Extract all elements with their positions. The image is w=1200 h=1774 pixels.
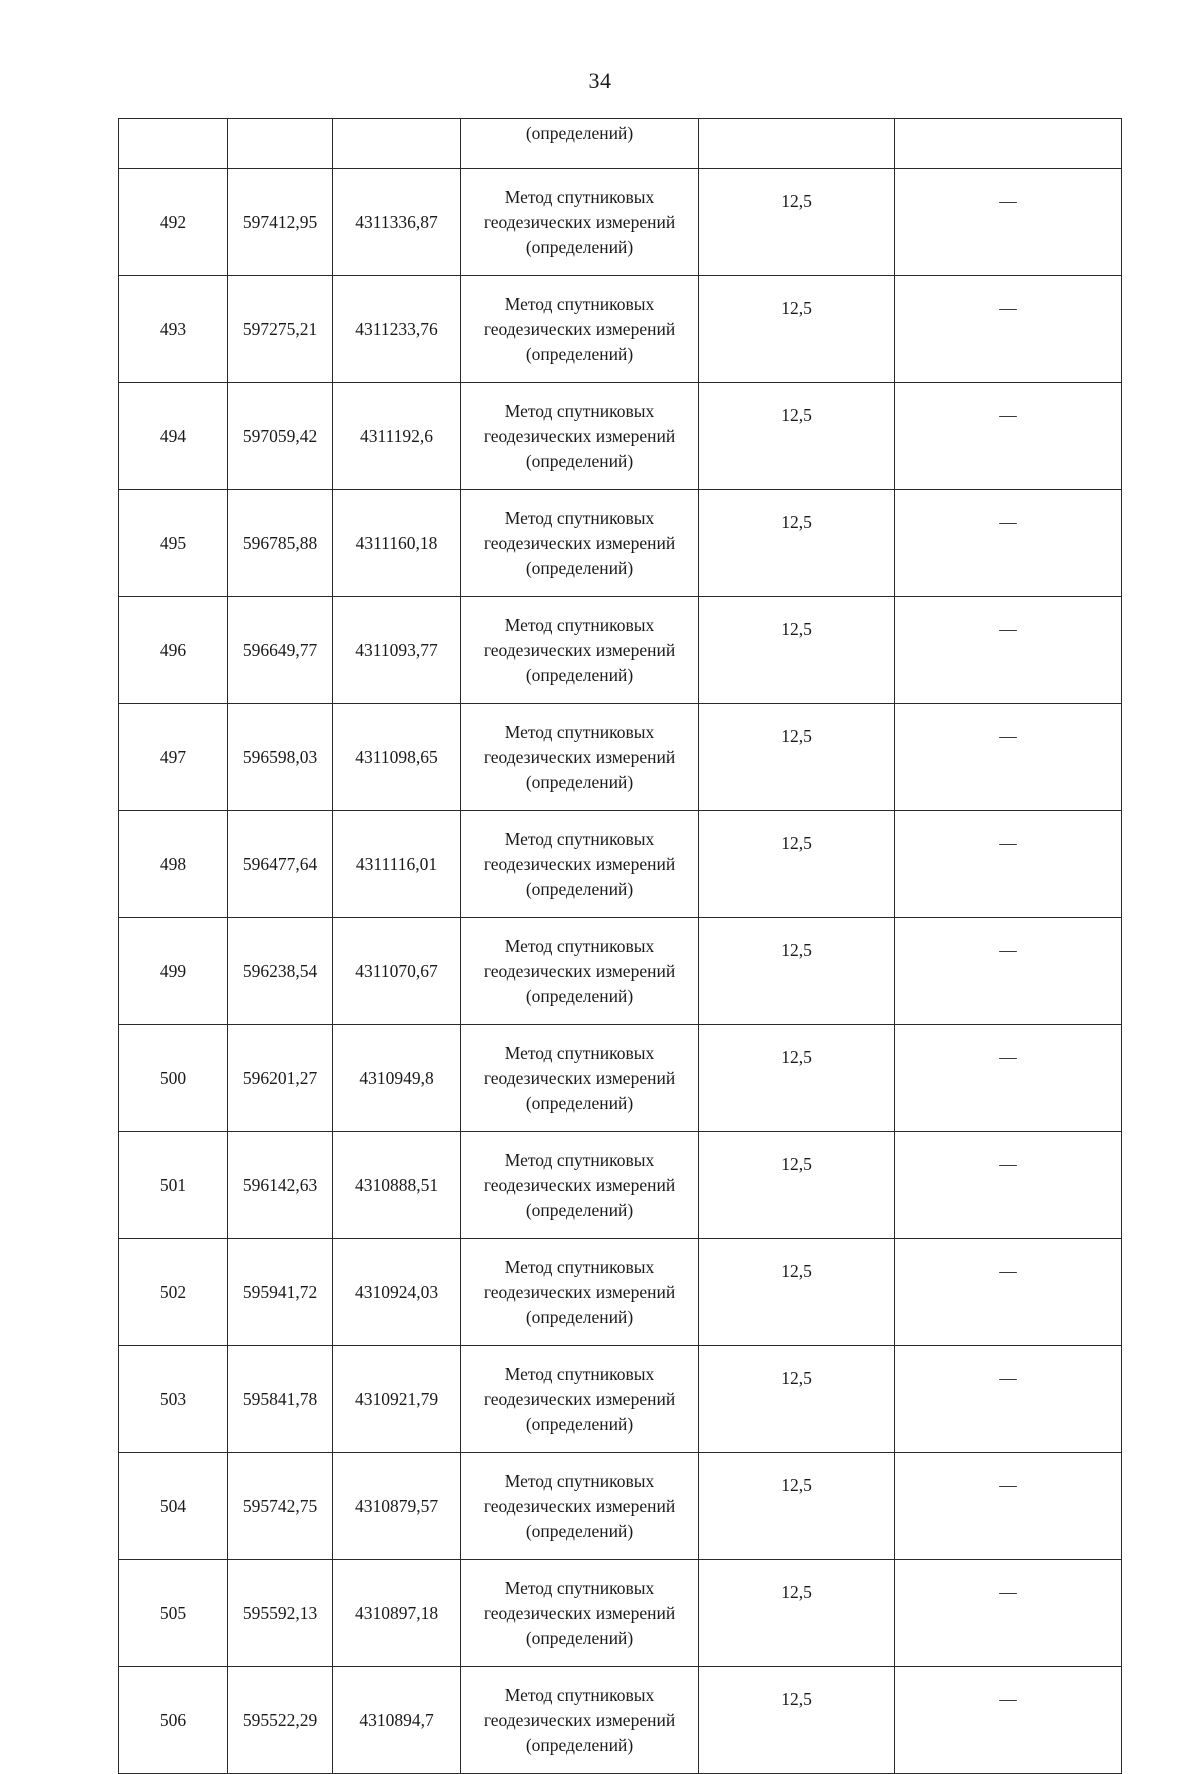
y-coordinate-cell: 4310897,18 <box>333 1560 461 1667</box>
note-dash-cell: — <box>895 490 1122 597</box>
method-text-line2: геодезических измерений <box>483 960 676 981</box>
error-value-cell: 12,5 <box>699 276 895 383</box>
y-coordinate-cell: 4310949,8 <box>333 1025 461 1132</box>
method-text-line3: (определений) <box>525 771 634 792</box>
error-value-cell: 12,5 <box>699 383 895 490</box>
page-number: 34 <box>588 68 612 93</box>
y-coordinate-cell: 4310894,7 <box>333 1667 461 1774</box>
y-coordinate-cell: 4310921,79 <box>333 1346 461 1453</box>
method-text-line1: Метод спутниковых <box>504 1149 655 1170</box>
method-text-line1: Метод спутниковых <box>504 1684 655 1705</box>
method-text-line3: (определений) <box>525 1627 634 1648</box>
note-dash-cell: — <box>895 1132 1122 1239</box>
error-value-cell: 12,5 <box>699 1560 895 1667</box>
point-number-cell: 501 <box>119 1132 228 1239</box>
method-text-line3: (определений) <box>525 878 634 899</box>
point-number-cell: 495 <box>119 490 228 597</box>
method-text-line1: Метод спутниковых <box>504 828 655 849</box>
table-row <box>119 1346 1122 1453</box>
method-cell <box>461 383 699 490</box>
table-row <box>119 1560 1122 1667</box>
table-row <box>119 169 1122 276</box>
y-coordinate-cell: 4311098,65 <box>333 704 461 811</box>
method-text-line2: геодезических измерений <box>483 746 676 767</box>
error-value-cell: 12,5 <box>699 597 895 704</box>
method-text-line2: геодезических измерений <box>483 532 676 553</box>
table-row <box>119 1132 1122 1239</box>
note-dash-cell: — <box>895 1667 1122 1774</box>
method-text-line2: геодезических измерений <box>483 1709 676 1730</box>
table-row <box>119 811 1122 918</box>
y-coordinate-cell: 4311336,87 <box>333 169 461 276</box>
method-text-line1: Метод спутниковых <box>504 507 655 528</box>
method-text-line3: (определений) <box>525 985 634 1006</box>
note-dash-cell: — <box>895 918 1122 1025</box>
method-cell <box>461 276 699 383</box>
table-row <box>119 276 1122 383</box>
coordinates-table <box>118 118 1122 1774</box>
x-coordinate-cell: 596201,27 <box>228 1025 333 1132</box>
method-text-line3: (определений) <box>525 1520 634 1541</box>
method-text-line2: геодезических измерений <box>483 1388 676 1409</box>
y-coordinate-cell: 4310888,51 <box>333 1132 461 1239</box>
method-text-line3: (определений) <box>525 1092 634 1113</box>
table-cell <box>119 119 228 169</box>
error-value-cell: 12,5 <box>699 1132 895 1239</box>
x-coordinate-cell: 597412,95 <box>228 169 333 276</box>
table-cell <box>228 119 333 169</box>
error-value-cell: 12,5 <box>699 1239 895 1346</box>
method-text-line3: (определений) <box>525 343 634 364</box>
x-coordinate-cell: 596785,88 <box>228 490 333 597</box>
method-text-line3: (определений) <box>525 236 634 257</box>
y-coordinate-cell: 4311233,76 <box>333 276 461 383</box>
method-cell <box>461 169 699 276</box>
y-coordinate-cell: 4311093,77 <box>333 597 461 704</box>
method-text-line2: геодезических измерений <box>483 1602 676 1623</box>
method-text-line1: Метод спутниковых <box>504 1256 655 1277</box>
note-dash-cell: — <box>895 811 1122 918</box>
x-coordinate-cell: 596649,77 <box>228 597 333 704</box>
error-value-cell: 12,5 <box>699 1453 895 1560</box>
method-cell <box>461 1239 699 1346</box>
method-text-line2: геодезических измерений <box>483 211 676 232</box>
table-row <box>119 597 1122 704</box>
method-text-line1: Метод спутниковых <box>504 293 655 314</box>
method-text-line3: (определений) <box>525 450 634 471</box>
method-cell <box>461 918 699 1025</box>
method-text-line2: геодезических измерений <box>483 1495 676 1516</box>
x-coordinate-cell: 596142,63 <box>228 1132 333 1239</box>
method-text-line2: геодезических измерений <box>483 1067 676 1088</box>
point-number-cell: 496 <box>119 597 228 704</box>
method-text-line2: геодезических измерений <box>483 639 676 660</box>
method-text-line2: геодезических измерений <box>483 1174 676 1195</box>
method-continuation-cell: (определений) <box>461 119 699 169</box>
method-text-line3: (определений) <box>525 1306 634 1327</box>
table-cell <box>333 119 461 169</box>
point-number-cell: 494 <box>119 383 228 490</box>
x-coordinate-cell: 595522,29 <box>228 1667 333 1774</box>
y-coordinate-cell: 4310879,57 <box>333 1453 461 1560</box>
x-coordinate-cell: 597275,21 <box>228 276 333 383</box>
table-row <box>119 918 1122 1025</box>
table-row <box>119 704 1122 811</box>
y-coordinate-cell: 4311192,6 <box>333 383 461 490</box>
point-number-cell: 498 <box>119 811 228 918</box>
point-number-cell: 505 <box>119 1560 228 1667</box>
note-dash-cell: — <box>895 1346 1122 1453</box>
note-dash-cell: — <box>895 704 1122 811</box>
note-dash-cell: — <box>895 1453 1122 1560</box>
table-row <box>119 383 1122 490</box>
method-cell <box>461 490 699 597</box>
note-dash-cell: — <box>895 1239 1122 1346</box>
table-row <box>119 1667 1122 1774</box>
point-number-cell: 504 <box>119 1453 228 1560</box>
point-number-cell: 502 <box>119 1239 228 1346</box>
error-value-cell: 12,5 <box>699 811 895 918</box>
y-coordinate-cell: 4311070,67 <box>333 918 461 1025</box>
method-text-line3: (определений) <box>525 664 634 685</box>
error-value-cell: 12,5 <box>699 490 895 597</box>
method-cell <box>461 1560 699 1667</box>
method-cell <box>461 1132 699 1239</box>
method-cell <box>461 704 699 811</box>
x-coordinate-cell: 595592,13 <box>228 1560 333 1667</box>
method-text-line1: Метод спутниковых <box>504 935 655 956</box>
method-text-line3: (определений) <box>525 1413 634 1434</box>
point-number-cell: 503 <box>119 1346 228 1453</box>
method-cell <box>461 1346 699 1453</box>
note-dash-cell: — <box>895 169 1122 276</box>
x-coordinate-cell: 595841,78 <box>228 1346 333 1453</box>
point-number-cell: 497 <box>119 704 228 811</box>
method-text-line2: геодезических измерений <box>483 425 676 446</box>
method-text-line2: геодезических измерений <box>483 853 676 874</box>
note-dash-cell: — <box>895 1560 1122 1667</box>
y-coordinate-cell: 4311160,18 <box>333 490 461 597</box>
table-row <box>119 1453 1122 1560</box>
method-cell <box>461 811 699 918</box>
x-coordinate-cell: 596238,54 <box>228 918 333 1025</box>
method-text-line3: (определений) <box>525 1199 634 1220</box>
method-cell <box>461 1667 699 1774</box>
method-text-line1: Метод спутниковых <box>504 614 655 635</box>
method-text-line1: Метод спутниковых <box>504 1363 655 1384</box>
method-text-line1: Метод спутниковых <box>504 721 655 742</box>
point-number-cell: 493 <box>119 276 228 383</box>
error-value-cell: 12,5 <box>699 1346 895 1453</box>
table-row <box>119 490 1122 597</box>
note-dash-cell: — <box>895 276 1122 383</box>
y-coordinate-cell: 4310924,03 <box>333 1239 461 1346</box>
x-coordinate-cell: 596477,64 <box>228 811 333 918</box>
note-dash-cell: — <box>895 1025 1122 1132</box>
method-text-line1: Метод спутниковых <box>504 186 655 207</box>
point-number-cell: 500 <box>119 1025 228 1132</box>
method-text-line1: Метод спутниковых <box>504 400 655 421</box>
method-text-line2: геодезических измерений <box>483 1281 676 1302</box>
table-row <box>119 1025 1122 1132</box>
method-text-line3: (определений) <box>525 1734 634 1755</box>
table-row-continuation <box>119 119 1122 169</box>
x-coordinate-cell: 597059,42 <box>228 383 333 490</box>
x-coordinate-cell: 595742,75 <box>228 1453 333 1560</box>
point-number-cell: 499 <box>119 918 228 1025</box>
method-text-line1: Метод спутниковых <box>504 1470 655 1491</box>
method-cell <box>461 597 699 704</box>
point-number-cell: 506 <box>119 1667 228 1774</box>
note-dash-cell: — <box>895 383 1122 490</box>
table-cell <box>895 119 1122 169</box>
table-cell <box>699 119 895 169</box>
x-coordinate-cell: 595941,72 <box>228 1239 333 1346</box>
method-cell <box>461 1453 699 1560</box>
y-coordinate-cell: 4311116,01 <box>333 811 461 918</box>
method-cell <box>461 1025 699 1132</box>
x-coordinate-cell: 596598,03 <box>228 704 333 811</box>
point-number-cell: 492 <box>119 169 228 276</box>
note-dash-cell: — <box>895 597 1122 704</box>
method-text-line3: (определений) <box>525 557 634 578</box>
method-text-line1: Метод спутниковых <box>504 1577 655 1598</box>
error-value-cell: 12,5 <box>699 918 895 1025</box>
method-text-line2: геодезических измерений <box>483 318 676 339</box>
error-value-cell: 12,5 <box>699 169 895 276</box>
error-value-cell: 12,5 <box>699 1025 895 1132</box>
method-text-line1: Метод спутниковых <box>504 1042 655 1063</box>
error-value-cell: 12,5 <box>699 1667 895 1774</box>
table-row <box>119 1239 1122 1346</box>
error-value-cell: 12,5 <box>699 704 895 811</box>
